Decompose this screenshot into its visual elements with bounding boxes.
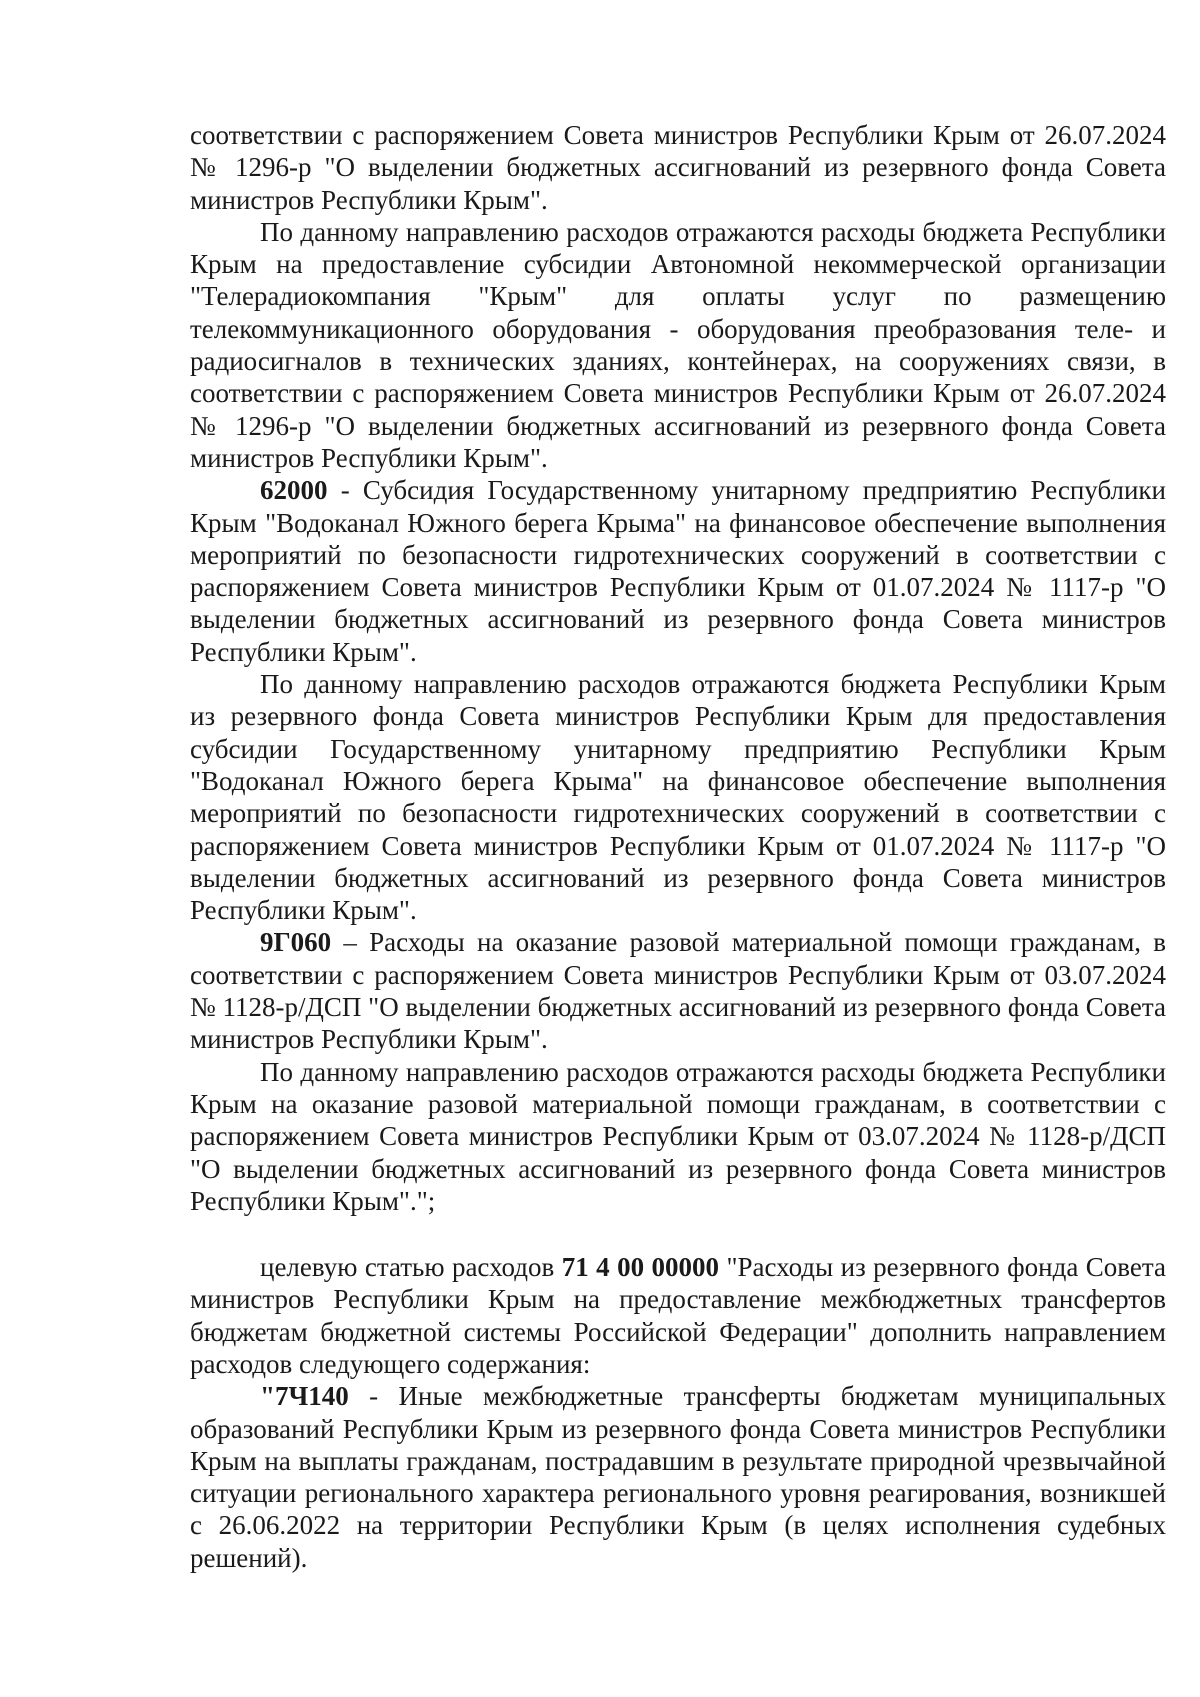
paragraph-7-text-after: "Расходы из резервного фонда Совета министров Республики Крым на предоставление межбюджетных трансфертов бюджетам бюджетной системы Российской Федерации" дополнить направлением расходов следующего содержания: <box>190 1252 1166 1379</box>
paragraph-4-text: По данному направлению расходов отражаются бюджета Республики Крым из резервного фонда Совета министров Республики Крым для предоставления субсидии Государственному унитарному предприятию Республики Крым "Водоканал Южного берега Крыма" на финансовое обеспечение выполнения мероприятий по безопасности гидротехнических сооружений в соответствии с распоряжением Совета министров Республики Крым от 01.07.2024 № 1117-р "О выделении бюджетных ассигнований из резервного фонда Совета министров Республики Крым". <box>190 669 1166 926</box>
paragraph-6-text: По данному направлению расходов отражаются расходы бюджета Республики Крым на оказание разовой материальной помощи гражданам, в соответствии с распоряжением Совета министров Республики Крым от 03.07.2024 № 1128-р/ДСП "О выделении бюджетных ассигнований из резервного фонда Совета министров Республики Крым"."; <box>190 1056 1166 1216</box>
paragraph-8-code-7ch140 <box>190 1380 1166 1574</box>
paragraph-3-text: - Субсидия Государственному унитарному предприятию Республики Крым "Водоканал Южного берега Крыма" на финансовое обеспечение выполнения мероприятий по безопасности гидротехнических сооружений в соответствии с распоряжением Совета министров Республики Крым от 01.07.2024 № 1117-р "О выделении бюджетных ассигнований из резервного фонда Совета министров Республики Крым". <box>190 475 1166 667</box>
paragraph-5-code-9g060 <box>190 926 1166 1055</box>
paragraph-2 <box>190 216 1166 474</box>
section-spacer <box>190 1217 1166 1251</box>
paragraph-5-text: – Расходы на оказание разовой материальной помощи гражданам, в соответствии с распоряжением Совета министров Республики Крым от 03.07.2024 № 1128-р/ДСП "О выделении бюджетных ассигнований из резервного фонда Совета министров Республики Крым". <box>190 927 1166 1055</box>
expense-code-62000: 62000 <box>260 475 328 506</box>
paragraph-3-code-62000 <box>190 474 1166 668</box>
target-article-code: 71 4 00 00000 <box>561 1252 720 1283</box>
expense-code-9g060: 9Г060 <box>260 927 332 958</box>
paragraph-2-text: По данному направлению расходов отражаются расходы бюджета Республики Крым на предоставление субсидии Автономной некоммерческой организации "Телерадиокомпания "Крым" для оплаты услуг по размещению телекоммуникационного оборудования - оборудования преобразования теле- и радиосигналов в технических зданиях, контейнерах, на сооружениях связи, в соответствии с распоряжением Совета министров Республики Крым от 26.07.2024 № 1296-р "О выделении бюджетных ассигнований из резервного фонда Совета министров Республики Крым". <box>190 216 1166 473</box>
expense-code-7ch140: "7Ч140 <box>260 1381 349 1412</box>
paragraph-1 <box>190 119 1166 216</box>
paragraph-6 <box>190 1056 1166 1217</box>
paragraph-8-text: - Иные межбюджетные трансферты бюджетам муниципальных образований Республики Крым из резервного фонда Совета министров Республики Крым на выплаты гражданам, пострадавшим в результате природной чрезвычайной ситуации регионального характера регионального уровня реагирования, возникшей с 26.06.2022 на территории Республики Крым (в целях исполнения судебных решений). <box>190 1381 1166 1573</box>
document-body <box>190 119 1166 1574</box>
paragraph-4 <box>190 668 1166 926</box>
paragraph-1-text: соответствии с распоряжением Совета министров Республики Крым от 26.07.2024 № 1296-р "О выделении бюджетных ассигнований из резервного фонда Совета министров Республики Крым". <box>190 120 1166 215</box>
paragraph-7-text-before: целевую статью расходов <box>260 1252 562 1283</box>
paragraph-7-target-article <box>190 1251 1166 1380</box>
